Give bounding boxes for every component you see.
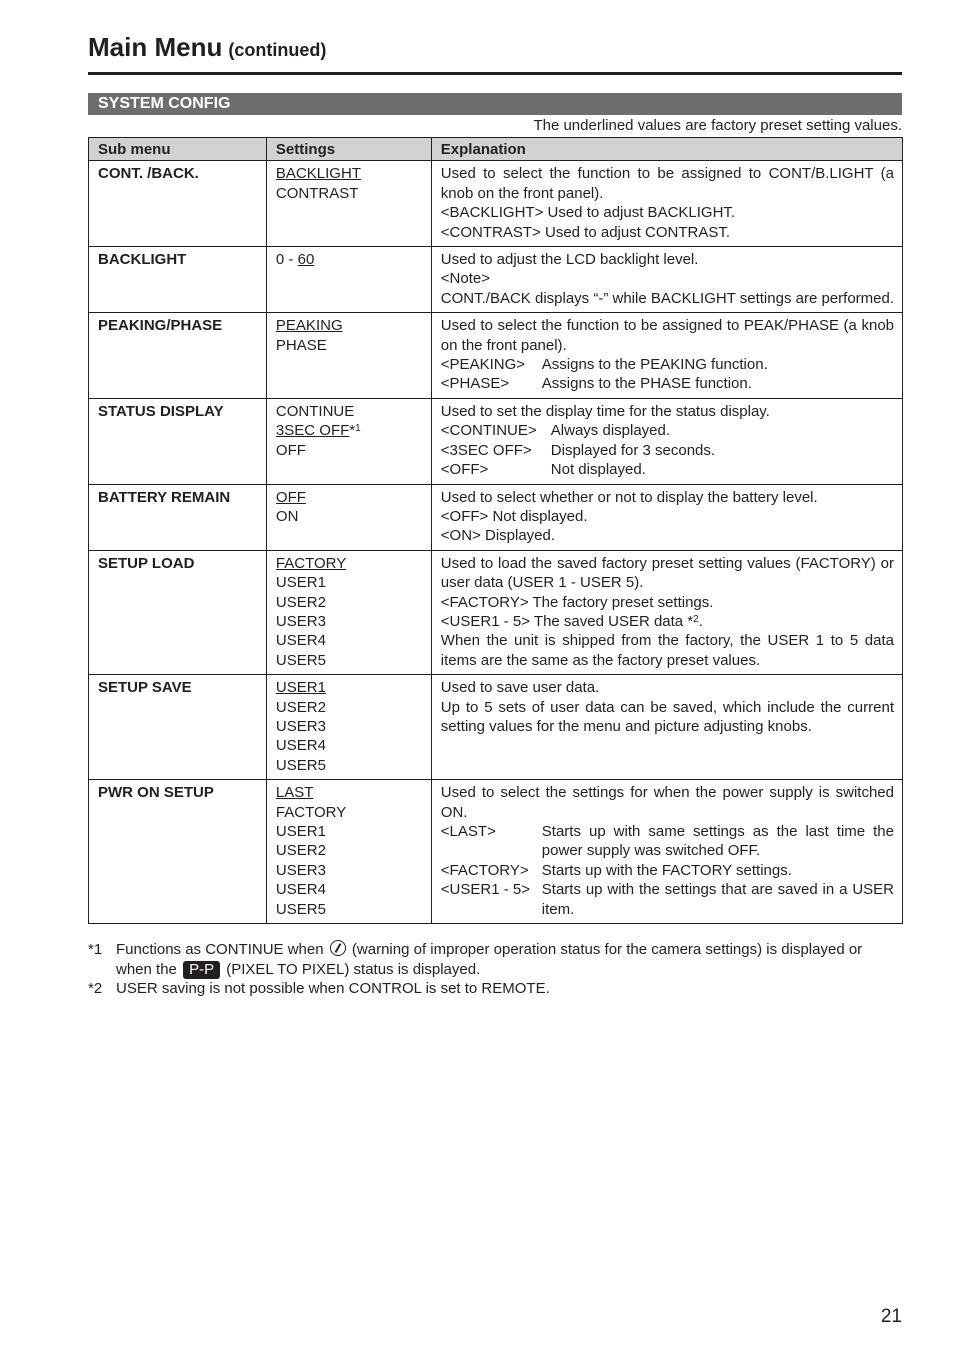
sub-menu-cell: BATTERY REMAIN	[89, 484, 267, 550]
setting-value: USER1	[275, 574, 326, 592]
setting-value: USER3	[275, 612, 326, 630]
explanation-line	[441, 269, 894, 288]
option-key: <FACTORY>	[440, 861, 529, 879]
explanation-line	[441, 402, 894, 421]
footnote-2-mark: *2	[88, 980, 103, 998]
setting-value: USER4	[275, 737, 326, 755]
setting-value: USER1	[275, 679, 326, 697]
explanation-text: Used to load the saved factory preset setting values (FACTORY) or user data (USER 1 - USER 5).	[440, 554, 894, 592]
sub-menu-cell: PEAKING/PHASE	[89, 313, 267, 399]
settings-cell	[266, 398, 431, 484]
setting-value: USER5	[275, 900, 326, 918]
explanation-cell	[431, 313, 902, 399]
camera-warning-icon	[330, 940, 346, 956]
footnote-2-text: USER saving is not possible when CONTROL is set to REMOTE.	[116, 980, 550, 998]
explanation-line	[441, 488, 894, 507]
explanation-text: <Note>	[440, 270, 491, 288]
section-title: SYSTEM CONFIG	[88, 93, 902, 115]
settings-cell	[266, 484, 431, 550]
explanation-text: <OFF> Not displayed.	[440, 507, 588, 525]
explanation-text: Used to select the settings for when the power supply is switched ON.	[440, 784, 894, 821]
column-header-sub-menu: Sub menu	[89, 138, 267, 161]
explanation-text: Used to select the function to be assigned to CONT/B.LIGHT (a knob on the front panel).	[440, 165, 894, 202]
setting-value: CONTRAST	[275, 184, 359, 202]
footnote-mark: *	[349, 422, 356, 440]
sub-menu-cell: CONT. /BACK.	[89, 161, 267, 247]
explanation-option	[441, 355, 894, 374]
setting-value: USER5	[275, 651, 326, 669]
setting-value: FACTORY	[275, 554, 347, 572]
footnote-1	[88, 940, 902, 979]
option-description: Displayed for 3 seconds.	[550, 441, 716, 459]
setting-option	[276, 803, 423, 822]
setting-value: USER1	[275, 823, 326, 840]
setting-value: PEAKING	[275, 317, 343, 335]
explanation-text: <BACKLIGHT> Used to adjust BACKLIGHT.	[440, 204, 736, 222]
footnote-1-part1: Functions as CONTINUE when	[116, 941, 324, 958]
table-row	[89, 484, 903, 550]
setting-option	[276, 316, 423, 335]
setting-option	[276, 698, 423, 717]
option-key: <PEAKING>	[440, 356, 526, 374]
explanation-text: When the unit is shipped from the factory, the USER 1 to 5 data items are the same as the factory preset values.	[440, 632, 894, 669]
setting-option	[276, 783, 423, 802]
setting-value: 0 -	[275, 251, 298, 269]
system-config-table	[88, 137, 903, 924]
option-description: Assigns to the PHASE function.	[541, 375, 752, 393]
setting-option	[276, 554, 423, 573]
explanation-option	[441, 441, 894, 460]
explanation-option	[441, 374, 894, 393]
option-description: Assigns to the PEAKING function.	[541, 356, 768, 374]
setting-option	[276, 651, 423, 670]
explanation-cell	[431, 675, 902, 780]
table-row	[89, 398, 903, 484]
setting-option	[276, 164, 423, 183]
pixel-to-pixel-badge: P-P	[183, 961, 220, 979]
setting-option	[276, 717, 423, 736]
setting-value: ON	[275, 507, 299, 525]
sub-menu-cell: SETUP SAVE	[89, 675, 267, 780]
page-header	[88, 30, 902, 67]
setting-option	[276, 421, 423, 440]
setting-value: USER3	[275, 717, 326, 735]
explanation-line	[441, 316, 894, 355]
explanation-cell	[431, 780, 902, 924]
footnote-2	[88, 979, 902, 999]
explanation-line	[441, 526, 894, 545]
option-description: Starts up with same settings as the last time the power supply was switched OFF.	[541, 823, 894, 860]
sub-menu-cell: SETUP LOAD	[89, 550, 267, 674]
explanation-line	[441, 554, 894, 593]
footnote-1-mark: *1	[88, 941, 103, 958]
sub-menu-cell: PWR ON SETUP	[89, 780, 267, 924]
table-row	[89, 247, 903, 313]
setting-option	[276, 336, 423, 355]
explanation-text: <USER1 - 5> The saved USER data *	[440, 612, 694, 630]
option-description: Starts up with the FACTORY settings.	[541, 861, 792, 879]
setting-option	[276, 402, 423, 421]
factory-preset-note: The underlined values are factory preset setting values.	[533, 117, 902, 134]
setting-value-default: 60	[297, 251, 315, 269]
explanation-cell	[431, 161, 902, 247]
option-description: Starts up with the settings that are saved in a USER item.	[541, 881, 894, 918]
explanation-text: Used to select the function to be assigned to PEAK/PHASE (a knob on the front panel).	[440, 317, 894, 354]
option-description: Always displayed.	[550, 422, 671, 440]
table-body	[89, 161, 903, 924]
footnote-ref: 2	[693, 613, 699, 625]
page-title-subtitle: (continued)	[228, 40, 327, 60]
setting-option	[276, 507, 423, 526]
option-key: <PHASE>	[440, 375, 510, 393]
sub-menu-cell: BACKLIGHT	[89, 247, 267, 313]
option-key: <USER1 - 5>	[440, 881, 531, 899]
explanation-text: Used to adjust the LCD backlight level.	[440, 251, 699, 269]
settings-cell	[266, 313, 431, 399]
setting-value: OFF	[275, 441, 306, 459]
table-row	[89, 161, 903, 247]
option-key: <CONTINUE>	[440, 422, 537, 440]
setting-option	[276, 841, 423, 860]
explanation-line	[441, 223, 894, 242]
explanation-line	[441, 612, 894, 631]
setting-option	[276, 678, 423, 697]
option-key: <LAST>	[440, 823, 496, 840]
footnote-ref: 1	[355, 423, 361, 435]
page-number: 21	[880, 1306, 902, 1327]
settings-cell	[266, 247, 431, 313]
setting-option	[276, 250, 423, 269]
page-title-main: Main Menu	[88, 32, 223, 62]
explanation-cell	[431, 247, 902, 313]
explanation-line	[441, 698, 894, 737]
explanation-text: <FACTORY> The factory preset settings.	[440, 593, 714, 611]
setting-value: OFF	[275, 488, 306, 506]
setting-value: FACTORY	[275, 803, 347, 821]
explanation-line	[441, 507, 894, 526]
footnotes	[88, 940, 902, 999]
column-header-explanation: Explanation	[431, 138, 902, 161]
table-header-row	[89, 138, 903, 161]
explanation-line	[441, 289, 894, 308]
setting-value: USER4	[275, 881, 326, 899]
explanation-line	[441, 203, 894, 222]
explanation-text: Used to select whether or not to display the battery level.	[440, 488, 818, 506]
setting-option	[276, 573, 423, 592]
explanation-text: Used to save user data.	[440, 679, 600, 697]
setting-value: USER4	[275, 632, 326, 650]
table-row	[89, 313, 903, 399]
setting-option	[276, 861, 423, 880]
setting-option	[276, 184, 423, 203]
explanation-cell	[431, 550, 902, 674]
explanation-text: <ON> Displayed.	[440, 527, 556, 545]
explanation-text: Used to set the display time for the status display.	[440, 402, 770, 420]
setting-value: PHASE	[275, 336, 327, 354]
settings-cell	[266, 161, 431, 247]
setting-option	[276, 736, 423, 755]
explanation-option	[441, 822, 894, 861]
header-rule	[88, 72, 902, 75]
explanation-text: CONT./BACK displays “-” while BACKLIGHT settings are performed.	[440, 289, 894, 307]
setting-option	[276, 880, 423, 899]
explanation-text-end: .	[698, 612, 703, 630]
explanation-line	[441, 631, 894, 670]
explanation-line	[441, 678, 894, 697]
footnote-1-part3: (PIXEL TO PIXEL) status is displayed.	[226, 960, 481, 978]
explanation-line	[441, 593, 894, 612]
setting-value: USER3	[275, 861, 326, 879]
setting-option	[276, 822, 423, 841]
footnote-1-part2: (warning of improper operation status for the camera settings) is displayed or when the	[116, 941, 863, 978]
setting-option	[276, 488, 423, 507]
settings-cell	[266, 675, 431, 780]
settings-cell	[266, 550, 431, 674]
setting-option	[276, 631, 423, 650]
option-key: <3SEC OFF>	[440, 441, 532, 459]
setting-option	[276, 900, 423, 919]
footnote-1-text	[116, 940, 902, 979]
explanation-option	[441, 880, 894, 919]
setting-value: LAST	[275, 784, 314, 802]
setting-value: USER5	[275, 756, 326, 774]
setting-value: BACKLIGHT	[275, 165, 361, 183]
explanation-cell	[431, 484, 902, 550]
page-title	[88, 30, 902, 67]
column-header-settings: Settings	[266, 138, 431, 161]
table-row	[89, 780, 903, 924]
explanation-option	[441, 460, 894, 479]
setting-option	[276, 756, 423, 775]
explanation-line	[441, 783, 894, 822]
explanation-cell	[431, 398, 902, 484]
setting-value: USER2	[275, 698, 326, 716]
setting-option	[276, 612, 423, 631]
explanation-line	[441, 250, 894, 269]
option-description: Not displayed.	[550, 461, 646, 479]
setting-value: USER2	[275, 593, 326, 611]
setting-value: CONTINUE	[275, 402, 355, 420]
setting-option	[276, 593, 423, 612]
table-row	[89, 675, 903, 780]
option-key: <OFF>	[440, 461, 489, 479]
sub-menu-cell: STATUS DISPLAY	[89, 398, 267, 484]
setting-value: USER2	[275, 842, 326, 860]
setting-option	[276, 441, 423, 460]
explanation-option	[441, 861, 894, 880]
explanation-text: Up to 5 sets of user data can be saved, which include the current setting values for the menu and picture adjusting knobs.	[440, 698, 894, 735]
explanation-option	[441, 421, 894, 440]
explanation-line	[441, 164, 894, 203]
table-row	[89, 550, 903, 674]
setting-value: 3SEC OFF	[275, 422, 350, 440]
settings-cell	[266, 780, 431, 924]
explanation-text: <CONTRAST> Used to adjust CONTRAST.	[440, 223, 731, 241]
